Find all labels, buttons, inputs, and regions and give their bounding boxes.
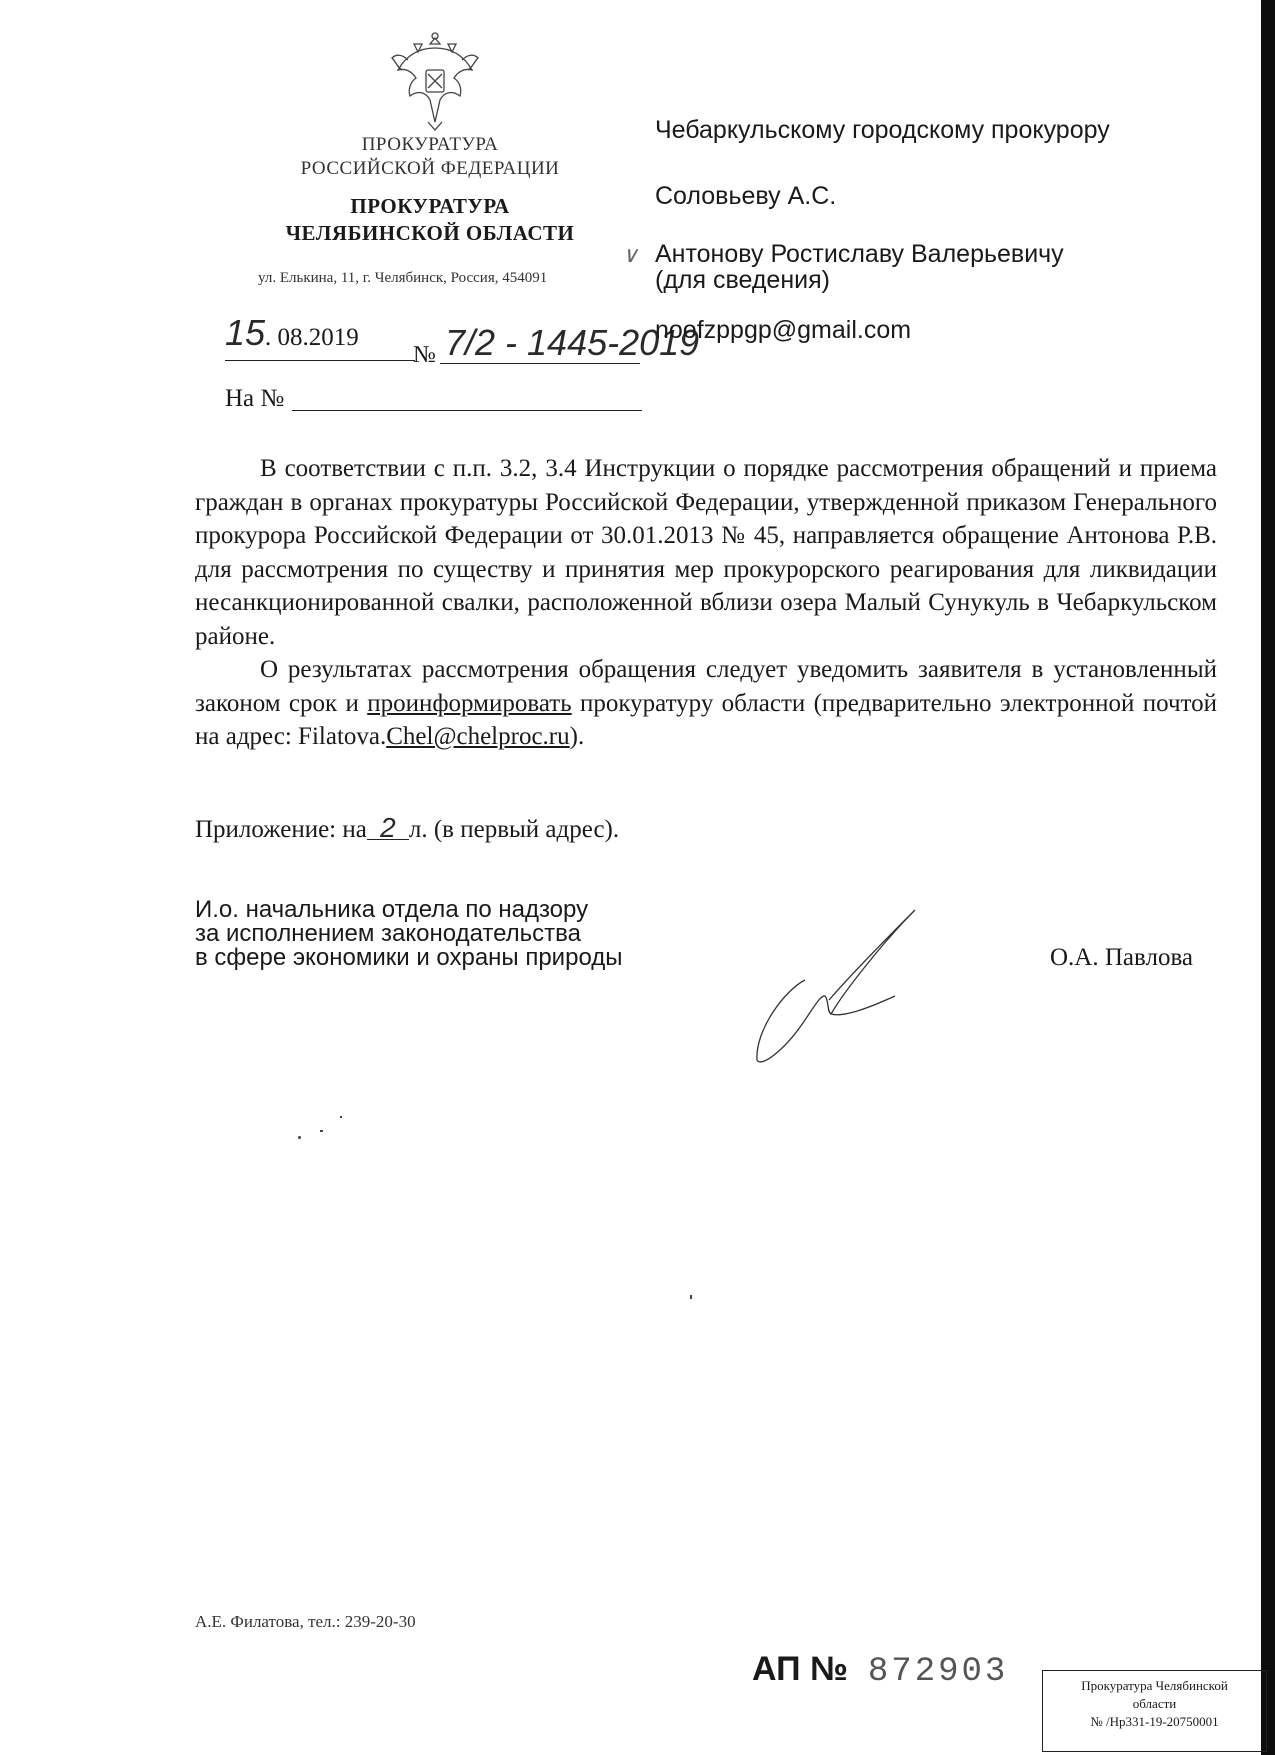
attachment-prefix: Приложение: на bbox=[195, 816, 367, 843]
stamp-line-2: области bbox=[1132, 1696, 1177, 1711]
paragraph2-text-1: О результатах рассмотрения обращения следует уведомить заявителя в установленный законом срок и bbox=[195, 656, 1217, 717]
signatory-position bbox=[195, 898, 623, 970]
addressee-applicant: Антонову Ростиславу Валерьевичу bbox=[655, 240, 1064, 268]
scan-speck bbox=[298, 1136, 301, 1139]
attachment-suffix: л. (в первый адрес). bbox=[408, 816, 620, 843]
position-line-3: в сфере экономики и охраны природы bbox=[195, 944, 623, 971]
branch-name-line1: ПРОКУРАТУРА bbox=[350, 194, 510, 218]
scan-edge bbox=[1261, 0, 1275, 1755]
ap-number: 872903 bbox=[867, 1653, 1009, 1691]
ap-number-block bbox=[752, 1650, 1008, 1691]
position-line-2: за исполнением законодательства bbox=[195, 920, 581, 947]
number-handwritten: 7/2 - 1445-2019 bbox=[445, 322, 700, 363]
paragraph2-text-2: прокуратуру области (предварительно электронной почтой на адрес: Filatova. bbox=[195, 689, 1217, 750]
addressee-prosecutor: Чебаркульскому городскому прокурору bbox=[655, 116, 1110, 144]
scan-speck bbox=[690, 1295, 692, 1299]
attachment-line bbox=[195, 812, 620, 844]
addressee-note: (для сведения) bbox=[655, 266, 830, 294]
paragraph2-email: Chel@chelproc.ru bbox=[386, 723, 570, 750]
executor-contact: А.Е. Филатова, тел.: 239-20-30 bbox=[195, 1612, 416, 1631]
stamp-line-3: № /Нр331-19-20750001 bbox=[1090, 1714, 1219, 1729]
date-field bbox=[225, 310, 415, 370]
reply-label: На № bbox=[225, 385, 285, 412]
body-paragraph-2 bbox=[195, 653, 1217, 754]
reply-underline bbox=[292, 410, 642, 411]
letter-body bbox=[195, 452, 1217, 754]
handwritten-signature-icon bbox=[745, 900, 945, 1070]
state-emblem-icon bbox=[388, 30, 482, 132]
paragraph2-underlined: проинформировать bbox=[367, 689, 572, 717]
scan-speck bbox=[340, 1116, 342, 1118]
number-underline bbox=[440, 363, 640, 364]
body-paragraph-1: В соответствии с п.п. 3.2, 3.4 Инструкции о порядке рассмотрения обращений и приема граждан в органах прокуратуры Российской Федерации, утвержденной приказом Генерального прокурора Российской Федерации от 30.01.2013 № 45, направляется обращение Антонова Р.В. для рассмотрения по существу и принятия мер прокурорского реагирования для ликвидации несанкционированной свалки, расположенной вблизи озера Малый Сунукуль в Чебаркульском районе. bbox=[195, 455, 1217, 650]
scan-speck bbox=[320, 1130, 323, 1132]
number-label: № bbox=[413, 342, 436, 368]
branch-name-line2: ЧЕЛЯБИНСКОЙ ОБЛАСТИ bbox=[285, 221, 575, 245]
addressee-name: Соловьеву А.С. bbox=[655, 182, 837, 210]
signatory-name: О.А. Павлова bbox=[1050, 944, 1194, 971]
org-name-line2: РОССИЙСКОЙ ФЕДЕРАЦИИ bbox=[300, 158, 560, 179]
date-underline bbox=[225, 360, 415, 361]
stamp-line-1: Прокуратура Челябинской bbox=[1081, 1678, 1228, 1693]
registration-stamp bbox=[1042, 1670, 1267, 1752]
date-rest: . 08.2019 bbox=[265, 324, 359, 351]
org-address: ул. Елькина, 11, г. Челябинск, Россия, 454091 bbox=[258, 270, 548, 286]
check-mark-icon: ∨ bbox=[622, 242, 639, 267]
addressee-email: noofzppgp@gmail.com bbox=[655, 316, 912, 344]
attachment-count-handwritten: 2 bbox=[367, 817, 409, 840]
org-name-line1: ПРОКУРАТУРА bbox=[361, 134, 499, 155]
paragraph2-end: ). bbox=[569, 723, 585, 750]
position-line-1: И.о. начальника отдела по надзору bbox=[195, 896, 589, 923]
date-day-handwritten: 15 bbox=[225, 312, 266, 353]
ap-label: АП № bbox=[752, 1650, 848, 1688]
